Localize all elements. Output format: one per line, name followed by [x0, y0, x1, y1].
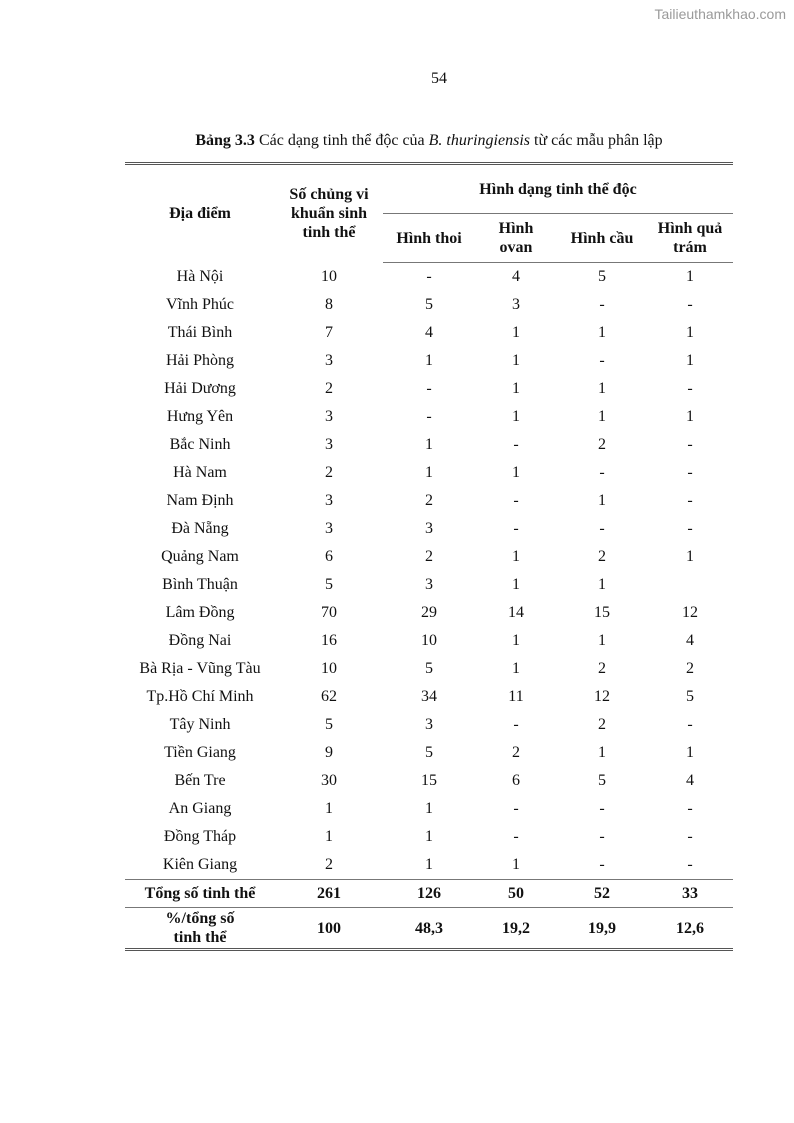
cell-strains: 7 — [325, 324, 333, 341]
header-spindle: Hình thoi — [383, 214, 475, 263]
cell-spindle: 15 — [421, 772, 437, 789]
cell-terminalia: - — [687, 716, 693, 733]
cell-sphere: 1 — [598, 632, 606, 649]
cell-spindle: 1 — [425, 800, 433, 817]
cell-oval: 1 — [512, 632, 520, 649]
cell-oval: 1 — [512, 408, 520, 425]
cell-spindle: 5 — [425, 660, 433, 677]
percent-terminalia: 12,6 — [647, 908, 733, 950]
cell-sphere: - — [599, 800, 605, 817]
cell-sphere: - — [599, 296, 605, 313]
cell-spindle: 1 — [425, 436, 433, 453]
header-strains-line: tinh thể — [302, 224, 356, 242]
cell-spindle: 1 — [425, 464, 433, 481]
cell-sphere: 12 — [594, 688, 610, 705]
cell-location: Tp.Hồ Chí Minh — [146, 688, 254, 705]
table-row — [125, 683, 733, 711]
cell-location: Bình Thuận — [162, 576, 238, 593]
cell-oval: - — [513, 800, 519, 817]
cell-location: Nam Định — [166, 492, 234, 509]
header-strains-line: Số chủng vi — [289, 186, 369, 204]
table-row — [125, 599, 733, 627]
cell-location: Vĩnh Phúc — [166, 296, 234, 313]
caption-text-after: từ các mẫu phân lập — [530, 132, 663, 149]
table-row — [125, 487, 733, 515]
table-row — [125, 571, 733, 599]
cell-oval: 2 — [512, 744, 520, 761]
table-row — [125, 459, 733, 487]
header-terminalia — [647, 214, 733, 263]
table-row — [125, 319, 733, 347]
cell-terminalia: 1 — [686, 744, 694, 761]
cell-terminalia: 4 — [686, 772, 694, 789]
total-terminalia: 33 — [647, 880, 733, 908]
table-row — [125, 767, 733, 795]
cell-terminalia: 1 — [686, 548, 694, 565]
cell-sphere: 2 — [598, 660, 606, 677]
cell-oval: 1 — [512, 352, 520, 369]
cell-spindle: 5 — [425, 744, 433, 761]
cell-terminalia: - — [687, 800, 693, 817]
cell-location: An Giang — [168, 800, 232, 817]
cell-sphere: 1 — [598, 408, 606, 425]
cell-spindle: 3 — [425, 520, 433, 537]
cell-strains: 70 — [321, 604, 337, 621]
table-footer — [125, 880, 733, 950]
table-row — [125, 515, 733, 543]
cell-spindle: 5 — [425, 296, 433, 313]
cell-terminalia: - — [687, 492, 693, 509]
cell-oval: 3 — [512, 296, 520, 313]
cell-terminalia: 1 — [686, 268, 694, 285]
table-row — [125, 543, 733, 571]
cell-oval: - — [513, 520, 519, 537]
table-row — [125, 739, 733, 767]
cell-strains: 2 — [325, 464, 333, 481]
cell-terminalia: - — [687, 436, 693, 453]
cell-spindle: 4 — [425, 324, 433, 341]
cell-oval: 14 — [508, 604, 524, 621]
cell-strains: 1 — [325, 828, 333, 845]
cell-oval: 1 — [512, 380, 520, 397]
cell-strains: 10 — [321, 267, 337, 285]
header-oval-line: ovan — [499, 239, 533, 256]
cell-strains: 2 — [325, 856, 333, 873]
cell-sphere: - — [599, 520, 605, 537]
table-caption — [125, 132, 733, 150]
cell-sphere: 1 — [598, 324, 606, 341]
cell-terminalia: 12 — [682, 604, 698, 621]
cell-terminalia — [647, 571, 733, 599]
total-strains: 261 — [275, 880, 383, 908]
cell-spindle: 1 — [425, 828, 433, 845]
total-oval: 50 — [475, 880, 557, 908]
cell-sphere: 5 — [598, 772, 606, 789]
header-strains-line: khuẩn sinh — [290, 205, 368, 223]
cell-oval: 1 — [512, 548, 520, 565]
cell-strains: 3 — [325, 436, 333, 453]
table-row — [125, 347, 733, 375]
cell-location: Quảng Nam — [161, 548, 239, 565]
cell-location: Bến Tre — [174, 772, 226, 789]
cell-location: Hải Dương — [164, 380, 236, 397]
header-terminalia-line: Hình quả — [657, 220, 723, 237]
cell-terminalia: 2 — [686, 660, 694, 677]
cell-terminalia: 1 — [686, 352, 694, 369]
cell-location: Bà Rịa - Vũng Tàu — [139, 660, 261, 677]
cell-oval: - — [513, 492, 519, 509]
cell-spindle: 1 — [425, 352, 433, 369]
cell-location: Thái Bình — [167, 324, 233, 341]
table-row — [125, 851, 733, 880]
cell-spindle: 3 — [425, 576, 433, 593]
cell-terminalia: - — [687, 464, 693, 481]
percent-spindle: 48,3 — [383, 908, 475, 950]
table-header — [125, 164, 733, 263]
watermark: Tailieuthamkhao.com — [654, 6, 786, 22]
cell-sphere: - — [599, 352, 605, 369]
cell-location: Bắc Ninh — [169, 436, 231, 453]
cell-sphere: - — [599, 828, 605, 845]
cell-sphere: 1 — [598, 744, 606, 761]
cell-spindle: 1 — [425, 856, 433, 873]
table-row — [125, 263, 733, 292]
cell-location: Hải Phòng — [166, 352, 234, 369]
percent-strains: 100 — [275, 908, 383, 950]
header-strains — [275, 164, 383, 263]
percent-label — [125, 908, 275, 950]
cell-spindle: 3 — [425, 716, 433, 733]
cell-strains: 8 — [325, 296, 333, 313]
cell-strains: 5 — [325, 576, 333, 593]
total-row — [125, 880, 733, 908]
cell-location: Đồng Tháp — [163, 828, 237, 845]
cell-strains: 16 — [321, 632, 337, 649]
cell-sphere: 1 — [598, 576, 606, 593]
table-row — [125, 655, 733, 683]
header-oval-line: Hình — [498, 220, 534, 237]
header-location: Địa điểm — [169, 205, 231, 223]
percent-row — [125, 908, 733, 950]
cell-sphere: - — [599, 856, 605, 873]
cell-oval: 1 — [512, 464, 520, 481]
table-row — [125, 431, 733, 459]
cell-sphere: 2 — [598, 436, 606, 453]
cell-terminalia: 5 — [686, 688, 694, 705]
cell-location: Đà Nẵng — [171, 520, 229, 537]
total-spindle: 126 — [383, 880, 475, 908]
cell-spindle: 29 — [421, 604, 437, 621]
crystal-shapes-table — [125, 162, 733, 951]
cell-oval: 1 — [512, 660, 520, 677]
cell-sphere: 15 — [594, 604, 610, 621]
cell-terminalia: - — [687, 520, 693, 537]
cell-sphere: 5 — [598, 268, 606, 285]
cell-oval: - — [513, 436, 519, 453]
cell-location: Hưng Yên — [166, 408, 234, 425]
cell-terminalia: 1 — [686, 408, 694, 425]
percent-label-line: %/tổng số — [165, 910, 235, 927]
cell-oval: 11 — [508, 688, 524, 705]
cell-terminalia: 4 — [686, 632, 694, 649]
cell-terminalia: - — [687, 828, 693, 845]
cell-strains: 10 — [321, 660, 337, 677]
cell-spindle: - — [426, 268, 432, 285]
cell-strains: 6 — [325, 548, 333, 565]
cell-location: Tiền Giang — [164, 744, 236, 761]
cell-location: Lâm Đồng — [165, 604, 235, 621]
cell-terminalia: - — [687, 380, 693, 397]
cell-strains: 3 — [325, 408, 333, 425]
cell-sphere: 2 — [598, 716, 606, 733]
cell-oval: - — [513, 716, 519, 733]
cell-sphere: 1 — [598, 492, 606, 509]
cell-location: Đồng Nai — [168, 632, 232, 649]
cell-spindle: 2 — [425, 492, 433, 509]
caption-label: Bảng 3.3 — [195, 132, 255, 149]
cell-strains: 30 — [321, 772, 337, 789]
cell-oval: 4 — [512, 268, 520, 285]
table-row — [125, 627, 733, 655]
cell-oval: 1 — [512, 856, 520, 873]
cell-terminalia: - — [687, 856, 693, 873]
percent-label-line: tinh thể — [173, 929, 227, 946]
caption-species: B. thuringiensis — [428, 132, 530, 149]
cell-location: Hà Nam — [173, 464, 227, 481]
cell-strains: 2 — [325, 380, 333, 397]
caption-text-before: Các dạng tinh thể độc của — [254, 132, 429, 149]
cell-strains: 5 — [325, 716, 333, 733]
cell-oval: 1 — [512, 576, 520, 593]
cell-oval: - — [513, 828, 519, 845]
table-body — [125, 263, 733, 880]
cell-strains: 3 — [325, 520, 333, 537]
cell-sphere: 2 — [598, 548, 606, 565]
table-row — [125, 795, 733, 823]
header-shape-group: Hình dạng tinh thể độc — [383, 164, 733, 214]
cell-oval: 1 — [512, 324, 520, 341]
cell-strains: 1 — [325, 800, 333, 817]
cell-spindle: 2 — [425, 548, 433, 565]
cell-spindle: 34 — [421, 688, 437, 705]
cell-sphere: - — [599, 464, 605, 481]
cell-location: Hà Nội — [176, 267, 224, 285]
header-terminalia-line: trám — [673, 239, 707, 256]
table-row — [125, 711, 733, 739]
cell-strains: 3 — [325, 492, 333, 509]
cell-strains: 3 — [325, 352, 333, 369]
total-label: Tổng số tinh thể — [125, 880, 275, 908]
cell-spindle: 10 — [421, 632, 437, 649]
header-oval — [475, 214, 557, 263]
cell-strains: 9 — [325, 744, 333, 761]
cell-spindle: - — [426, 408, 432, 425]
cell-location: Tây Ninh — [169, 716, 231, 733]
table-row — [125, 823, 733, 851]
table-row — [125, 375, 733, 403]
cell-terminalia: - — [687, 296, 693, 313]
table-row — [125, 403, 733, 431]
page-number: 54 — [431, 70, 447, 87]
percent-oval: 19,2 — [475, 908, 557, 950]
cell-strains: 62 — [321, 688, 337, 705]
total-sphere: 52 — [557, 880, 647, 908]
percent-sphere: 19,9 — [557, 908, 647, 950]
cell-location: Kiên Giang — [162, 856, 238, 873]
cell-terminalia: 1 — [686, 324, 694, 341]
header-sphere: Hình cầu — [557, 214, 647, 263]
table-row — [125, 291, 733, 319]
cell-sphere: 1 — [598, 380, 606, 397]
cell-spindle: - — [426, 380, 432, 397]
cell-oval: 6 — [512, 772, 520, 789]
